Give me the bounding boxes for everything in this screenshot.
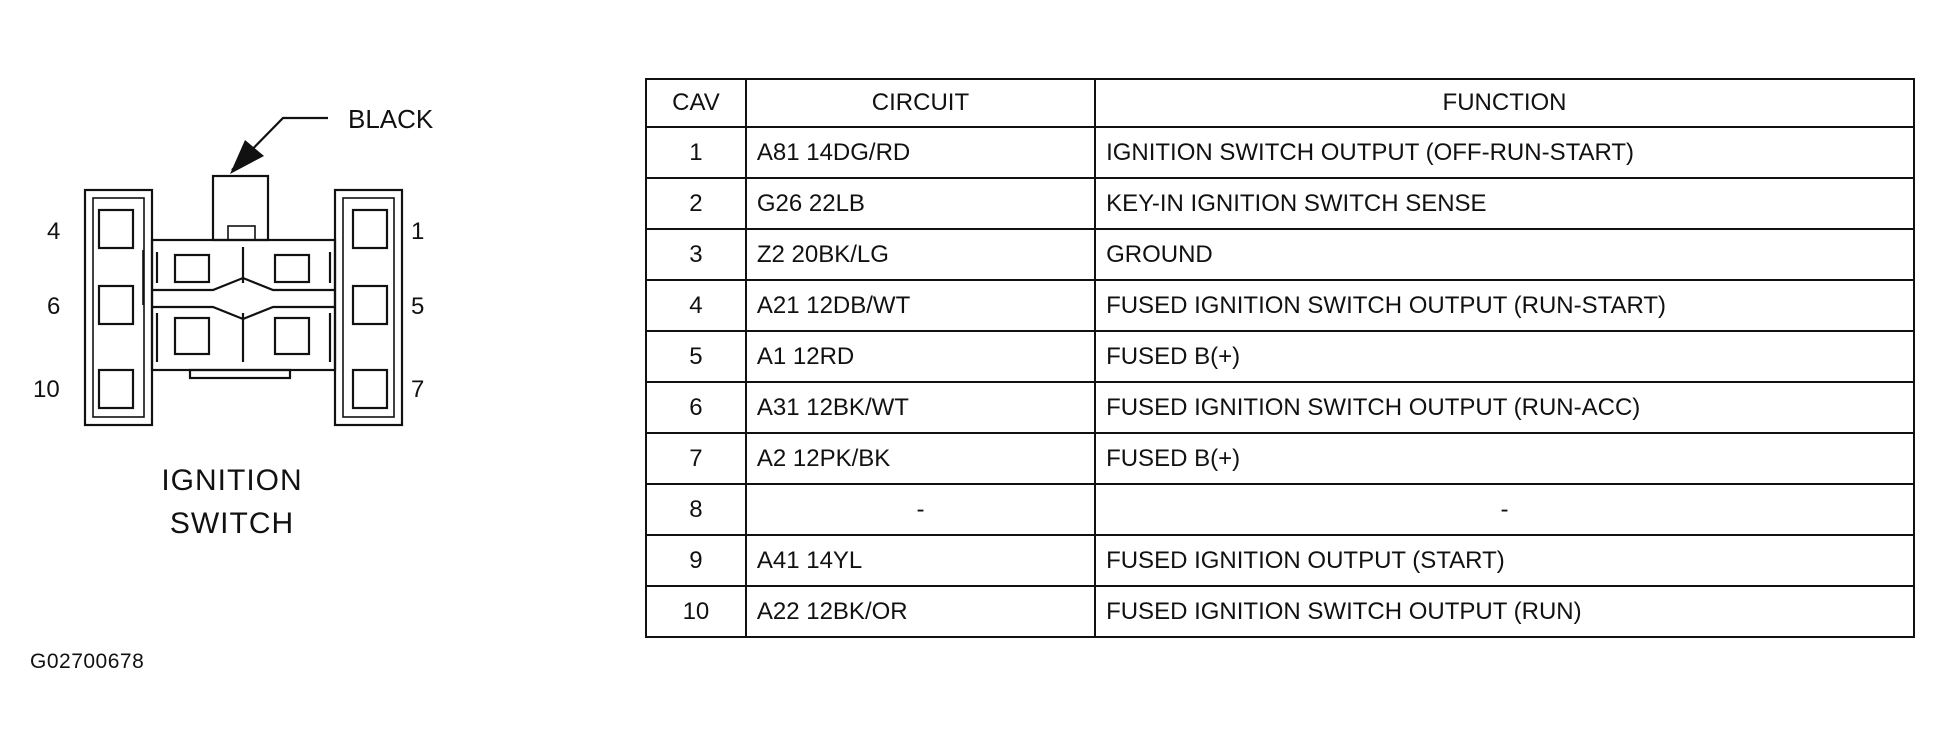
cell-function: FUSED B(+) [1095,433,1914,484]
cavity-7 [353,370,387,408]
cell-cav: 1 [646,127,746,178]
cell-circuit: - [746,484,1095,535]
cell-circuit: A41 14YL [746,535,1095,586]
connector-title-line1: IGNITION [161,464,303,497]
cell-circuit: G26 22LB [746,178,1095,229]
arrow-icon [230,140,264,174]
cell-cav: 2 [646,178,746,229]
connector-latch [213,176,268,240]
connector-right-tower [335,190,402,425]
cavity-9 [275,318,309,354]
cell-circuit: A21 12DB/WT [746,280,1095,331]
cavity-10 [99,370,133,408]
cell-cav: 8 [646,484,746,535]
cell-function: IGNITION SWITCH OUTPUT (OFF-RUN-START) [1095,127,1914,178]
cavity-5 [353,286,387,324]
table-row [646,433,1914,484]
cavity-1 [353,210,387,248]
connector-left-tower [85,190,152,425]
cell-cav: 6 [646,382,746,433]
cell-function: FUSED IGNITION SWITCH OUTPUT (RUN-ACC) [1095,382,1914,433]
cell-function: FUSED IGNITION SWITCH OUTPUT (RUN-START) [1095,280,1914,331]
pin-label-4: 4 [47,218,61,245]
pin-label-10: 10 [33,376,60,403]
cell-cav: 3 [646,229,746,280]
cell-circuit: A2 12PK/BK [746,433,1095,484]
table-row [646,586,1914,637]
cell-cav: 7 [646,433,746,484]
ignition-switch-connector-diagram [0,0,480,600]
cell-circuit: Z2 20BK/LG [746,229,1095,280]
pin-label-7: 7 [411,376,425,403]
pin-label-5: 5 [411,293,425,320]
connector-bottom-key [190,370,290,378]
connector-latch-tab [228,226,255,240]
table-row [646,484,1914,535]
figure-id: G02700678 [30,650,145,673]
cavity-4 [99,210,133,248]
cell-circuit: A81 14DG/RD [746,127,1095,178]
connector-left-tower-inner [93,198,144,417]
cell-cav: 4 [646,280,746,331]
cavity-3 [275,255,309,282]
table-row [646,127,1914,178]
pin-label-1: 1 [411,218,425,245]
connector-color-label: BLACK [348,104,434,134]
cell-circuit: A31 12BK/WT [746,382,1095,433]
cavity-8 [175,318,209,354]
table-row [646,229,1914,280]
cavity-2 [175,255,209,282]
header-function: FUNCTION [1095,79,1914,127]
pin-label-6: 6 [47,293,61,320]
cell-cav: 5 [646,331,746,382]
table-row [646,331,1914,382]
header-cav: CAV [646,79,746,127]
table-row [646,382,1914,433]
cell-function: FUSED B(+) [1095,331,1914,382]
cavity-circuit-table [645,78,1915,638]
cell-circuit: A22 12BK/OR [746,586,1095,637]
cell-function: FUSED IGNITION SWITCH OUTPUT (RUN) [1095,586,1914,637]
table-row [646,280,1914,331]
cell-circuit: A1 12RD [746,331,1095,382]
cell-function: - [1095,484,1914,535]
cell-function: FUSED IGNITION OUTPUT (START) [1095,535,1914,586]
cell-cav: 9 [646,535,746,586]
table-row [646,178,1914,229]
connector-title-line2: SWITCH [169,507,295,540]
table-row [646,535,1914,586]
header-circuit: CIRCUIT [746,79,1095,127]
cell-cav: 10 [646,586,746,637]
cell-function: KEY-IN IGNITION SWITCH SENSE [1095,178,1914,229]
cavity-6 [99,286,133,324]
cell-function: GROUND [1095,229,1914,280]
table-header-row [646,79,1914,127]
